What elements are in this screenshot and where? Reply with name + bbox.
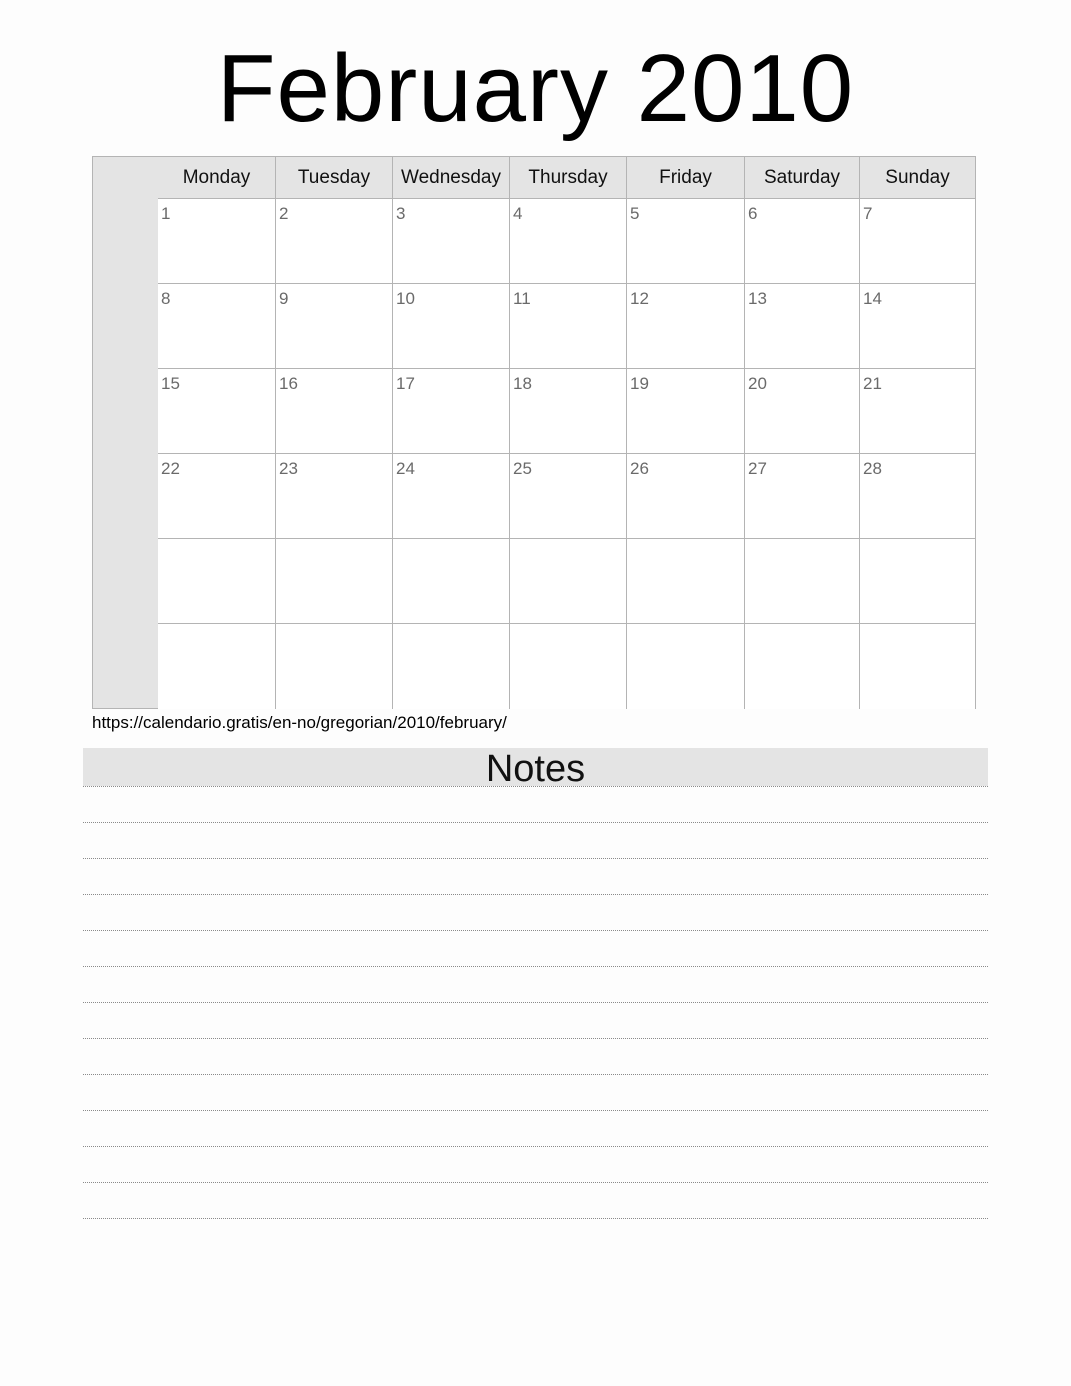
notes-line	[83, 858, 988, 859]
day-cell	[509, 624, 626, 709]
day-cell	[626, 539, 744, 624]
weekday-header: Saturday	[744, 157, 859, 199]
day-cell	[744, 199, 859, 284]
notes-line	[83, 1038, 988, 1039]
day-cell	[859, 369, 975, 454]
day-number: 8	[161, 289, 171, 308]
day-number: 14	[863, 289, 882, 308]
day-number: 5	[630, 204, 640, 223]
notes-line	[83, 822, 988, 823]
notes-line	[83, 966, 988, 967]
day-number: 7	[863, 204, 873, 223]
day-number: 11	[513, 289, 531, 308]
day-cell	[158, 199, 275, 284]
day-number: 23	[279, 459, 298, 478]
day-cell	[744, 539, 859, 624]
weekday-header: Monday	[158, 157, 275, 199]
day-number: 15	[161, 374, 180, 393]
day-number: 21	[863, 374, 882, 393]
day-cell	[392, 624, 509, 709]
day-cell	[158, 539, 275, 624]
day-cell	[275, 539, 392, 624]
day-cell	[744, 369, 859, 454]
month-grid	[158, 157, 975, 708]
day-number: 9	[279, 289, 289, 308]
day-cell	[509, 539, 626, 624]
day-cell	[392, 369, 509, 454]
day-number: 24	[396, 459, 415, 478]
day-cell	[509, 284, 626, 369]
day-cell	[275, 199, 392, 284]
weekday-header: Tuesday	[275, 157, 392, 199]
day-number: 27	[748, 459, 767, 478]
day-cell	[158, 369, 275, 454]
day-number: 28	[863, 459, 882, 478]
day-cell	[859, 284, 975, 369]
calendar-title: February 2010	[216, 35, 855, 142]
day-cell	[626, 199, 744, 284]
day-cell	[744, 624, 859, 709]
day-number: 4	[513, 204, 523, 223]
day-number: 22	[161, 459, 180, 478]
weekday-header: Thursday	[509, 157, 626, 199]
day-cell	[859, 539, 975, 624]
day-cell	[626, 454, 744, 539]
day-cell	[392, 454, 509, 539]
day-cell	[626, 369, 744, 454]
day-cell	[392, 284, 509, 369]
day-cell	[744, 284, 859, 369]
notes-line	[83, 1110, 988, 1111]
week-number-column	[93, 157, 159, 708]
notes-line	[83, 786, 988, 787]
day-number: 26	[630, 459, 649, 478]
day-cell	[626, 284, 744, 369]
day-cell	[275, 454, 392, 539]
day-cell	[509, 199, 626, 284]
weekday-header: Sunday	[859, 157, 975, 199]
day-number: 3	[396, 204, 406, 223]
day-cell	[509, 454, 626, 539]
calendar-grid	[92, 156, 976, 709]
day-number: 18	[513, 374, 532, 393]
day-cell	[744, 454, 859, 539]
day-cell	[275, 624, 392, 709]
notes-line	[83, 1182, 988, 1183]
day-cell	[392, 539, 509, 624]
notes-line	[83, 1002, 988, 1003]
notes-line	[83, 930, 988, 931]
day-number: 6	[748, 204, 758, 223]
day-cell	[859, 624, 975, 709]
weekday-header: Friday	[626, 157, 744, 199]
day-cell	[158, 284, 275, 369]
day-cell	[275, 284, 392, 369]
day-number: 13	[748, 289, 767, 308]
day-cell	[859, 199, 975, 284]
notes-line	[83, 1218, 988, 1219]
day-cell	[626, 624, 744, 709]
day-number: 25	[513, 459, 532, 478]
day-cell	[509, 369, 626, 454]
day-number: 1	[161, 204, 171, 223]
day-number: 2	[279, 204, 289, 223]
day-number: 10	[396, 289, 415, 308]
source-url: https://calendario.gratis/en-no/gregorian/2010/february/	[92, 713, 507, 732]
day-number: 20	[748, 374, 767, 393]
day-cell	[158, 624, 275, 709]
notes-lines	[83, 786, 988, 1254]
notes-line	[83, 894, 988, 895]
weekday-header: Wednesday	[392, 157, 509, 199]
day-cell	[392, 199, 509, 284]
day-cell	[158, 454, 275, 539]
day-cell	[859, 454, 975, 539]
day-cell	[275, 369, 392, 454]
day-number: 16	[279, 374, 298, 393]
notes-heading: Notes	[83, 748, 988, 786]
notes-line	[83, 1146, 988, 1147]
day-number: 19	[630, 374, 649, 393]
day-number: 12	[630, 289, 649, 308]
day-number: 17	[396, 374, 415, 393]
notes-line	[83, 1074, 988, 1075]
